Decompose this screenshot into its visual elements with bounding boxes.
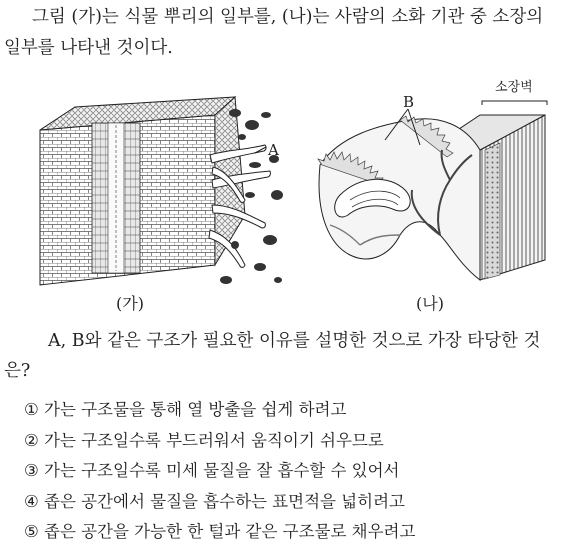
intro-line-2: 일부를 나타낸 것이다. (4, 38, 173, 58)
label-b: B (403, 93, 415, 111)
option-text: 좁은 공간에서 물질을 흡수하는 표면적을 넓히려고 (44, 491, 405, 511)
option-4[interactable] (24, 487, 564, 518)
option-2[interactable] (24, 426, 564, 457)
small-intestine-illustration (300, 80, 562, 295)
caption-a: (가) (116, 294, 144, 313)
option-text: 가는 구조물을 통해 열 방출을 쉽게 하려고 (44, 400, 347, 419)
question-line-1: A, B와 같은 구조가 필요한 이유를 설명한 것으로 가장 타당한 것 (48, 331, 541, 351)
intro-line-1: 그림 (가)는 식물 뿌리의 일부를, (나)는 사람의 소화 기관 중 소장의 (32, 7, 544, 27)
question-stem (4, 326, 560, 386)
option-text: 좁은 공간을 가능한 한 털과 같은 구조물로 채우려고 (44, 522, 416, 541)
option-number: ③ (24, 461, 39, 480)
question-line-2: 은? (4, 361, 31, 381)
option-number: ② (24, 430, 39, 450)
option-number: ⑤ (24, 522, 39, 541)
option-text: 가는 구조일수록 부드러워서 움직이기 쉬우므로 (44, 430, 384, 450)
option-5[interactable] (24, 517, 564, 548)
option-number: ④ (24, 491, 39, 511)
label-a: A (268, 141, 279, 159)
answer-options (24, 395, 564, 548)
caption-b: (나) (416, 294, 444, 313)
option-1[interactable] (24, 395, 564, 426)
option-3[interactable] (24, 456, 564, 487)
option-text: 가는 구조일수록 미세 물질을 잘 흡수할 수 있어서 (44, 461, 400, 480)
plant-root-illustration (30, 95, 285, 295)
option-number: ① (24, 400, 39, 419)
label-intestinal-wall: 소장벽 (495, 80, 533, 95)
problem-intro (4, 2, 560, 64)
